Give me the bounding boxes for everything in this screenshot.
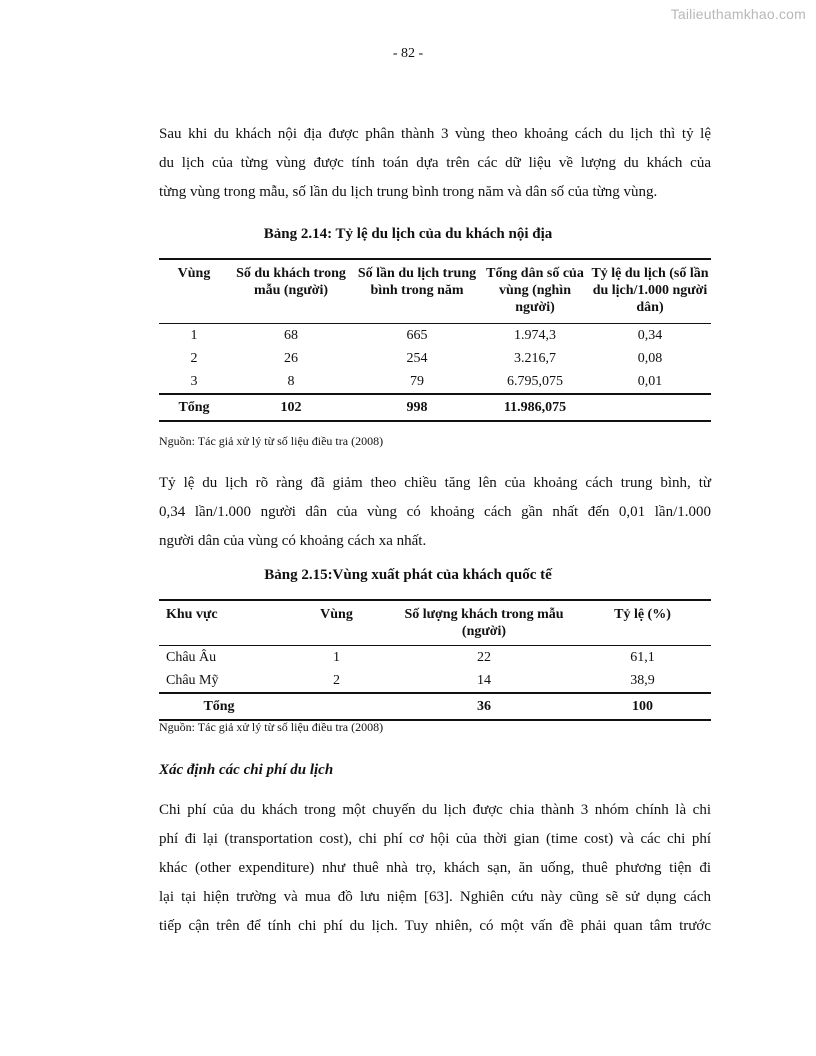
table-cell: 0,34 [637, 327, 663, 343]
table-cell: 665 [406, 327, 428, 343]
table-cell: 1 [333, 649, 340, 665]
table-cell: 100 [574, 693, 711, 720]
page-number: - 82 - [392, 46, 424, 61]
table-header-row [159, 259, 711, 324]
table-cell: 68 [284, 327, 298, 343]
table-header-row [159, 600, 711, 646]
table-cell: 79 [410, 373, 424, 389]
table-cell: 6.795,075 [507, 373, 563, 389]
table-cell: Châu Âu [166, 649, 217, 665]
table-row [159, 669, 711, 693]
table-total-row [159, 693, 711, 720]
table-cell: 2 [333, 672, 340, 688]
table-cell: 0,08 [637, 350, 663, 366]
table-2-source: Nguồn: Tác giả xử lý từ số liệu điều tra (2008) [159, 720, 384, 734]
paragraph-line: 0,34 lần/1.000 người dân của vùng có khoảng cách gần nhất đến 0,01 lần/1.000 [159, 504, 711, 520]
column-header: Tổng dân số của vùng (nghìn người) [481, 259, 589, 324]
table-cell: 3.216,7 [514, 350, 556, 366]
table-2 [159, 599, 711, 721]
table-cell: 22 [477, 649, 491, 665]
column-header: Số du khách trong mẫu (người) [229, 259, 353, 324]
table-cell [589, 394, 711, 421]
paragraph-line: Sau khi du khách nội địa được phân thành 3 vùng theo khoảng cách du lịch thì tỷ lệ [159, 126, 711, 142]
table-cell: 102 [229, 394, 353, 421]
table-cell: 998 [353, 394, 481, 421]
paragraph-line: khác (other expenditure) như thuê nhà trọ, khách sạn, ăn uống, thuê phương tiện đi [159, 860, 711, 876]
table-cell: 8 [287, 373, 295, 389]
paragraph-line: người dân của vùng có khoảng cách xa nhất. [159, 533, 427, 549]
table-cell: Châu Mỹ [166, 672, 219, 688]
table-row [159, 370, 711, 394]
paragraph-2 [159, 469, 711, 556]
table-cell: 3 [190, 373, 198, 389]
table-row [159, 347, 711, 370]
table-cell: 2 [190, 350, 198, 366]
column-header: Số lượng khách trong mẫu (người) [394, 600, 574, 646]
column-header: Số lần du lịch trung bình trong năm [353, 259, 481, 324]
table-cell: Tổng [159, 394, 229, 421]
watermark: Tailieuthamkhao.com [670, 6, 806, 22]
table-2-caption: Bảng 2.15:Vùng xuất phát của khách quốc tế [264, 567, 552, 583]
table-cell: 1 [190, 327, 198, 343]
column-header: Vùng [279, 600, 394, 646]
table-cell: Tổng [159, 693, 279, 720]
column-header: Tỷ lệ du lịch (số lần du lịch/1.000 người dân) [589, 259, 711, 324]
table-cell: 11.986,075 [481, 394, 589, 421]
paragraph-line: phí đi lại (transportation cost), chi phí cơ hội của thời gian (time cost) và các chi phí [159, 831, 711, 847]
table-cell: 14 [477, 672, 491, 688]
section-heading: Xác định các chi phí du lịch [159, 762, 334, 778]
paragraph-line: Tỷ lệ du lịch rõ ràng đã giảm theo chiều tăng lên của khoảng cách trung bình, từ [159, 475, 711, 491]
column-header: Tỷ lệ (%) [574, 600, 711, 646]
table-cell: 26 [284, 350, 298, 366]
table-1-caption: Bảng 2.14: Tỷ lệ du lịch của du khách nội địa [263, 226, 553, 242]
table-row [159, 646, 711, 670]
paragraph-line: lại tại hiện trường và mua đồ lưu niệm [63]. Nghiên cứu này cũng sẽ sử dụng cách [159, 889, 711, 905]
table-1-source: Nguồn: Tác giả xử lý từ số liệu điều tra (2008) [159, 434, 384, 448]
paragraph-line: tiếp cận trên để tính chi phí du lịch. Tuy nhiên, có một vấn đề phải quan tâm trước [159, 918, 711, 934]
table-cell: 61,1 [630, 649, 655, 665]
paragraph-line: Chi phí của du khách trong một chuyến du lịch được chia thành 3 nhóm chính là chi [159, 802, 711, 818]
table-1 [159, 258, 711, 422]
table-cell: 1.974,3 [514, 327, 556, 343]
paragraph-line: du lịch của từng vùng được tính toán dựa trên các dữ liệu về lượng du khách của [159, 155, 711, 171]
paragraph-3 [159, 796, 711, 941]
table-cell [279, 693, 394, 720]
table-cell: 254 [406, 350, 428, 366]
column-header: Khu vực [159, 600, 279, 646]
table-cell: 0,01 [637, 373, 663, 389]
table-cell: 38,9 [630, 672, 655, 688]
table-row [159, 324, 711, 348]
column-header: Vùng [159, 259, 229, 324]
table-cell: 36 [394, 693, 574, 720]
table-total-row [159, 394, 711, 421]
paragraph-1 [159, 120, 711, 207]
paragraph-line: từng vùng trong mẫu, số lần du lịch trung bình trong năm và dân số của từng vùng. [159, 184, 658, 200]
